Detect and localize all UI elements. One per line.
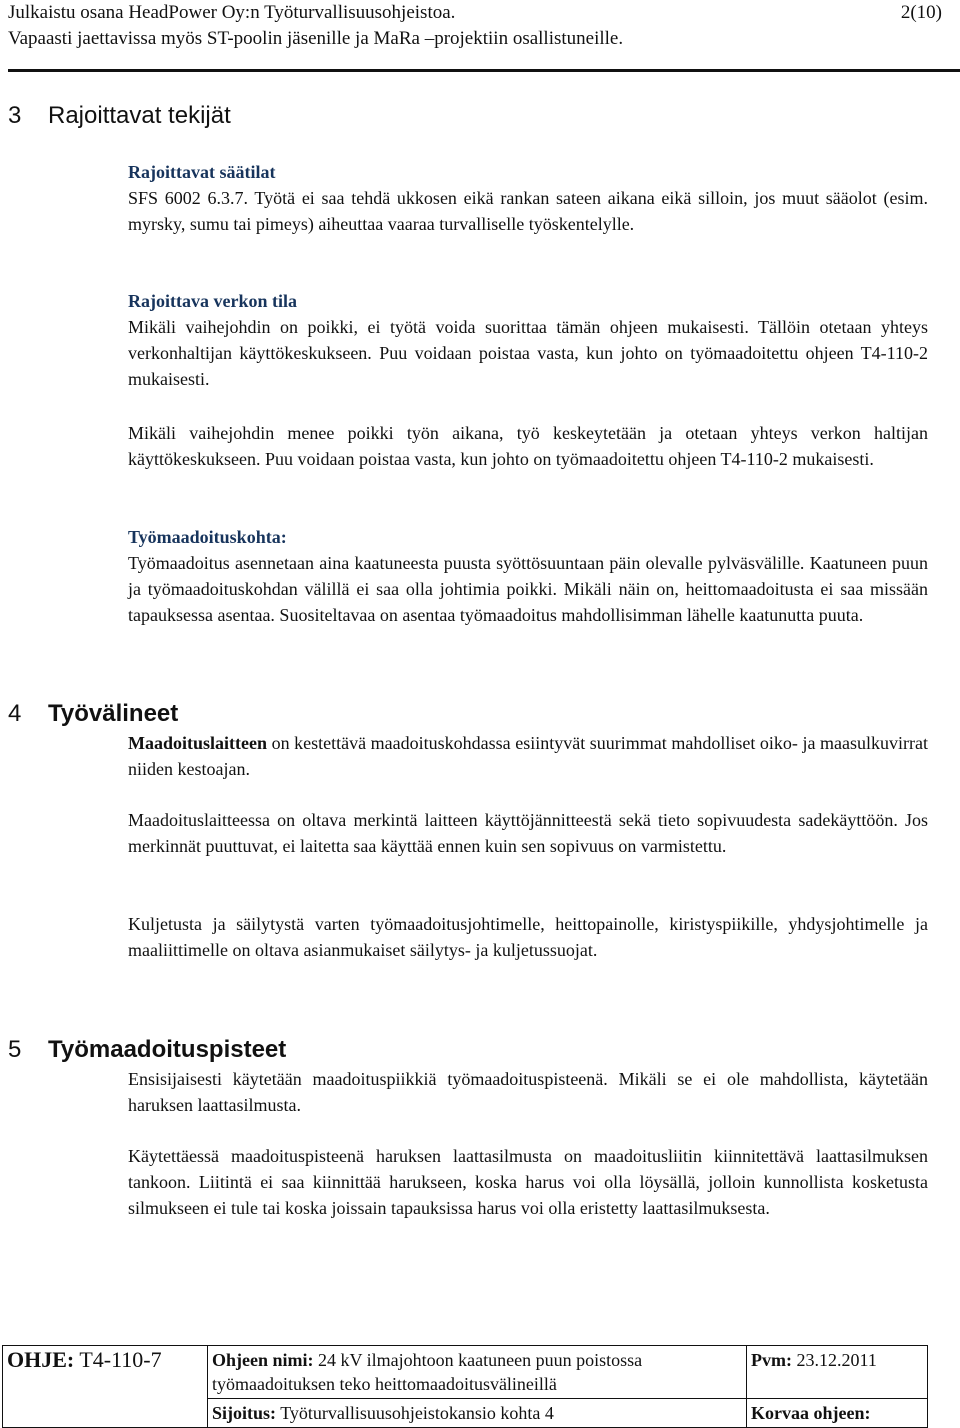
section-4-block-1: [128, 730, 928, 782]
section-3-network-block: [128, 288, 928, 392]
weather-paragraph: SFS 6002 6.3.7. Työtä ei saa tehdä ukkosen eikä rankan sateen aikana eikä silloin, jos muut sääolot (esim. myrsky, sumu tai pimeys) aiheuttaa vaaraa turvalliselle työskentelylle.: [128, 188, 928, 234]
tools-paragraph-1: [128, 730, 928, 782]
section-4-title: Työvälineet: [48, 700, 179, 727]
subheading-weather: Rajoittavat säätilat: [128, 162, 276, 182]
section-4-block-3: [128, 911, 928, 963]
section-3-heading: [8, 102, 231, 130]
tools-paragraph-2: Maadoituslaitteessa on oltava merkintä laitteen käyttöjännitteestä sekä tieto sopivuudesta sadekäyttöön. Jos merkinnät puuttuvat, ei laitetta saa käyttää ennen kuin sen sopivuus on varmistettu.: [128, 810, 928, 856]
section-3-title: Rajoittavat tekijät: [48, 102, 231, 129]
section-4-block-2: [128, 807, 928, 859]
footer-ohje-value: T4-110-7: [74, 1347, 162, 1372]
subheading-network: Rajoittava verkon tila: [128, 291, 297, 311]
grounding-point-paragraph: Työmaadoitus asennetaan aina kaatuneesta puusta syöttösuuntaan päin olevalle pylväsvälille. Kaatuneen puun ja työmaadoituskohdan välillä ei saa olla johtimia poikki. Mikäli näin on, heittomaadoitusta ei saa missään tapauksessa asentaa. Suositeltavaa on asentaa työmaadoitus mahdollisimman lähelle kaatunutta puuta.: [128, 553, 928, 625]
section-5-block-2: [128, 1143, 928, 1221]
section-4-number: 4: [8, 700, 22, 727]
section-3-network-block-2: [128, 420, 928, 472]
points-paragraph-2: Käytettäessä maadoituspisteenä haruksen laattasilmusta on maadoitusliitin kiinnitettävä laattasilmuksen tankoon. Liitintä ei saa kiinnittää harukseen, koska harus voi olla löysällä, jolloin kunnollista kosketusta silmukseen ei tule tai koska joissain tapauksissa harus voi olla eristetty laattasilmuksesta.: [128, 1146, 928, 1218]
footer-date-value: 23.12.2011: [791, 1350, 877, 1370]
footer-info-table: [2, 1345, 928, 1428]
section-5-title: Työmaadoituspisteet: [48, 1036, 287, 1063]
section-3-weather-block: [128, 159, 928, 237]
tools-paragraph-1-text: on kestettävä maadoituskohdassa esiintyvät suurimmat mahdolliset oiko- ja maasulkuvirrat niiden kestoajan.: [128, 733, 928, 779]
section-3-number: 3: [8, 102, 22, 129]
tools-bold-term: Maadoituslaitteen: [128, 733, 267, 753]
footer-date-cell: [747, 1346, 928, 1399]
section-5-number: 5: [8, 1036, 22, 1063]
footer-replaces-label: Korvaa ohjeen:: [751, 1403, 871, 1423]
network-paragraph-1: Mikäli vaihejohdin on poikki, ei työtä voida suorittaa tämän ohjeen mukaisesti. Tällöin otetaan yhteys verkonhaltijan käyttökeskukseen. Puu voidaan poistaa vasta, kun johto on työmaadoitettu ohjeen T4-110-2 mukaisesti.: [128, 317, 928, 389]
footer-name-label: Ohjeen nimi:: [212, 1350, 314, 1370]
header-rule: [8, 69, 960, 72]
footer-location-value: Työturvallisuusohjeistokansio kohta 4: [276, 1403, 554, 1423]
section-5-block-1: [128, 1066, 928, 1118]
header-line-1: Julkaistu osana HeadPower Oy:n Työturvallisuusohjeistoa.: [8, 2, 456, 23]
footer-date-label: Pvm:: [751, 1350, 792, 1370]
footer-ohje-cell: [3, 1346, 208, 1428]
footer-name-cell: [208, 1346, 747, 1399]
network-paragraph-2: Mikäli vaihejohdin menee poikki työn aikana, työ keskeytetään ja otetaan yhteys verkon haltijan käyttökeskukseen. Puu voidaan poistaa vasta, kun johto on työmaadoitettu ohjeen T4-110-2 mukaisesti.: [128, 423, 928, 469]
footer-name-value: 24 kV ilmajohtoon kaatuneen puun poistossa työmaadoituksen teko heittomaadoitusvälineillä: [212, 1350, 643, 1394]
section-5-heading: [8, 1036, 286, 1064]
footer-replaces-cell: [747, 1399, 928, 1428]
section-4-heading: [8, 700, 178, 728]
footer-location-cell: [208, 1399, 747, 1428]
tools-paragraph-3: Kuljetusta ja säilytystä varten työmaadoitusjohtimelle, heittopainolle, kiristyspiikille, yhdysjohtimelle ja maaliittimelle on oltava asianmukaiset säilytys- ja kuljetussuojat.: [128, 914, 928, 960]
footer-ohje-label: OHJE:: [7, 1347, 75, 1372]
points-paragraph-1: Ensisijaisesti käytetään maadoituspiikkiä työmaadoituspisteenä. Mikäli se ei ole mahdollista, käytetään haruksen laattasilmusta.: [128, 1069, 928, 1115]
header-line-2: Vapaasti jaettavissa myös ST-poolin jäsenille ja MaRa –projektiin osallistuneille.: [8, 28, 624, 49]
page-number: 2(10): [900, 2, 942, 23]
subheading-grounding-point: Työmaadoituskohta:: [128, 527, 287, 547]
footer-location-label: Sijoitus:: [212, 1403, 277, 1423]
section-3-grounding-block: [128, 524, 928, 628]
